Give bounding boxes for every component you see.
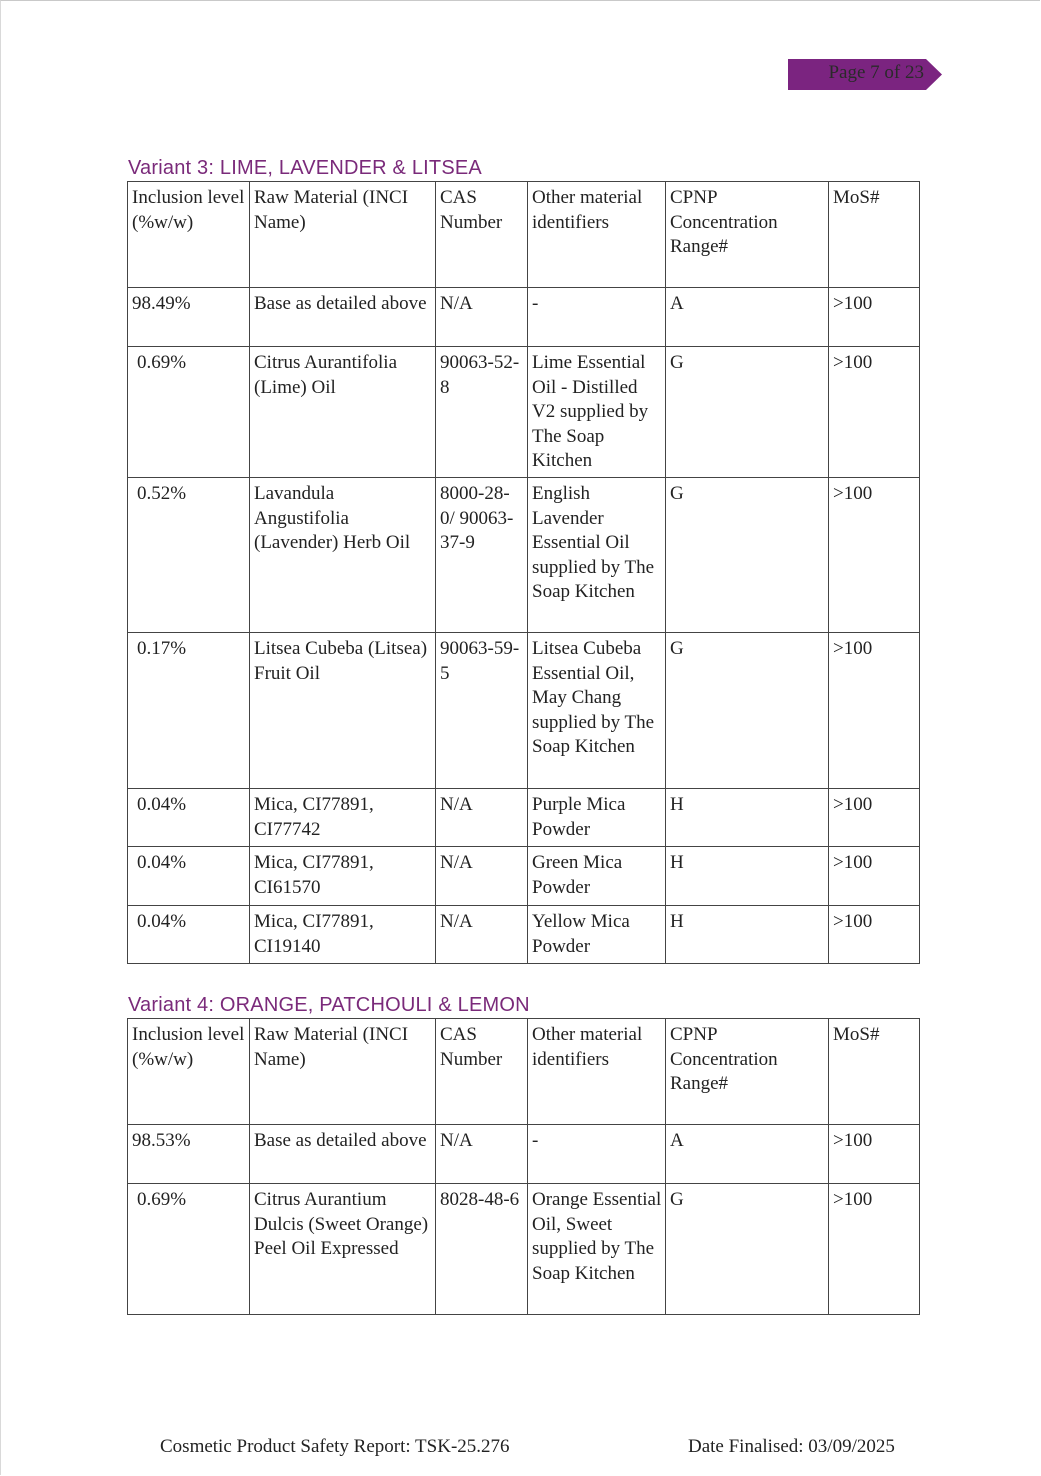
cell-material: Base as detailed above [250, 288, 436, 347]
header-identifiers: Other material identifiers [528, 1019, 666, 1125]
cell-mos: >100 [829, 288, 920, 347]
header-raw-material: Raw Material (INCI Name) [250, 1019, 436, 1125]
cell-material: Litsea Cubeba (Litsea) Fruit Oil [250, 633, 436, 789]
cell-inclusion: 0.69% [128, 347, 250, 478]
variant-4-title: Variant 4: ORANGE, PATCHOULI & LEMON [128, 994, 530, 1016]
cell-cas: N/A [436, 288, 528, 347]
header-mos: MoS# [829, 1019, 920, 1125]
cell-inclusion: 0.17% [128, 633, 250, 789]
cell-identifiers: Orange Essential Oil, Sweet supplied by The Soap Kitchen [528, 1184, 666, 1315]
header-cas: CAS Number [436, 182, 528, 288]
header-inclusion: Inclusion level (%w/w) [128, 182, 250, 288]
variant-4-table [127, 1018, 920, 1315]
page-number-badge [788, 59, 942, 90]
cell-cas: 90063-59-5 [436, 633, 528, 789]
cell-identifiers: Purple Mica Powder [528, 789, 666, 847]
footer-report-id: Cosmetic Product Safety Report: TSK-25.276 [160, 1436, 510, 1457]
cell-cpnp: G [666, 1184, 829, 1315]
cell-mos: >100 [829, 347, 920, 478]
cell-cas: N/A [436, 906, 528, 964]
cell-material: Citrus Aurantifolia (Lime) Oil [250, 347, 436, 478]
cell-identifiers: English Lavender Essential Oil supplied by The Soap Kitchen [528, 478, 666, 633]
cell-material: Mica, CI77891, CI77742 [250, 789, 436, 847]
cell-identifiers: Yellow Mica Powder [528, 906, 666, 964]
cell-cas: N/A [436, 847, 528, 906]
page-number-label: Page 7 of 23 [828, 62, 924, 83]
cell-cpnp: H [666, 789, 829, 847]
cell-cpnp: A [666, 288, 829, 347]
cell-material: Mica, CI77891, CI19140 [250, 906, 436, 964]
cell-inclusion: 98.53% [128, 1125, 250, 1184]
cell-material: Base as detailed above [250, 1125, 436, 1184]
cell-identifiers: Green Mica Powder [528, 847, 666, 906]
cell-identifiers: - [528, 288, 666, 347]
cell-inclusion: 0.69% [128, 1184, 250, 1315]
header-cpnp: CPNP Concentration Range# [666, 1019, 829, 1125]
cell-cpnp: A [666, 1125, 829, 1184]
header-raw-material: Raw Material (INCI Name) [250, 182, 436, 288]
cell-inclusion: 0.52% [128, 478, 250, 633]
header-mos: MoS# [829, 182, 920, 288]
header-cas: CAS Number [436, 1019, 528, 1125]
table-row [128, 1184, 920, 1315]
cell-cpnp: H [666, 847, 829, 906]
table-header-row [128, 1019, 920, 1125]
cell-cas: 8028-48-6 [436, 1184, 528, 1315]
header-identifiers: Other material identifiers [528, 182, 666, 288]
cell-mos: >100 [829, 847, 920, 906]
cell-cas: N/A [436, 1125, 528, 1184]
variant-3-title: Variant 3: LIME, LAVENDER & LITSEA [128, 157, 482, 179]
table-row [128, 347, 920, 478]
cell-mos: >100 [829, 1184, 920, 1315]
header-inclusion: Inclusion level (%w/w) [128, 1019, 250, 1125]
cell-mos: >100 [829, 789, 920, 847]
cell-material: Mica, CI77891, CI61570 [250, 847, 436, 906]
cell-inclusion: 0.04% [128, 906, 250, 964]
table-row [128, 633, 920, 789]
cell-inclusion: 0.04% [128, 847, 250, 906]
cell-mos: >100 [829, 906, 920, 964]
cell-inclusion: 0.04% [128, 789, 250, 847]
cell-material: Lavandula Angustifolia (Lavender) Herb Oil [250, 478, 436, 633]
cell-cas: 8000-28-0/ 90063-37-9 [436, 478, 528, 633]
footer-date-finalised: Date Finalised: 03/09/2025 [688, 1436, 895, 1457]
cell-cpnp: G [666, 633, 829, 789]
cell-cas: 90063-52-8 [436, 347, 528, 478]
cell-cas: N/A [436, 789, 528, 847]
cell-cpnp: H [666, 906, 829, 964]
table-row [128, 789, 920, 847]
table-row [128, 478, 920, 633]
cell-identifiers: Lime Essential Oil - Distilled V2 supplied by The Soap Kitchen [528, 347, 666, 478]
variant-3-table [127, 181, 920, 964]
table-row [128, 847, 920, 906]
cell-inclusion: 98.49% [128, 288, 250, 347]
cell-cpnp: G [666, 347, 829, 478]
cell-material: Citrus Aurantium Dulcis (Sweet Orange) Peel Oil Expressed [250, 1184, 436, 1315]
table-row [128, 906, 920, 964]
header-cpnp: CPNP Concentration Range# [666, 182, 829, 288]
cell-mos: >100 [829, 478, 920, 633]
cell-mos: >100 [829, 1125, 920, 1184]
cell-identifiers: - [528, 1125, 666, 1184]
cell-identifiers: Litsea Cubeba Essential Oil, May Chang supplied by The Soap Kitchen [528, 633, 666, 789]
table-row [128, 288, 920, 347]
table-header-row [128, 182, 920, 288]
cell-mos: >100 [829, 633, 920, 789]
table-row [128, 1125, 920, 1184]
cell-cpnp: G [666, 478, 829, 633]
